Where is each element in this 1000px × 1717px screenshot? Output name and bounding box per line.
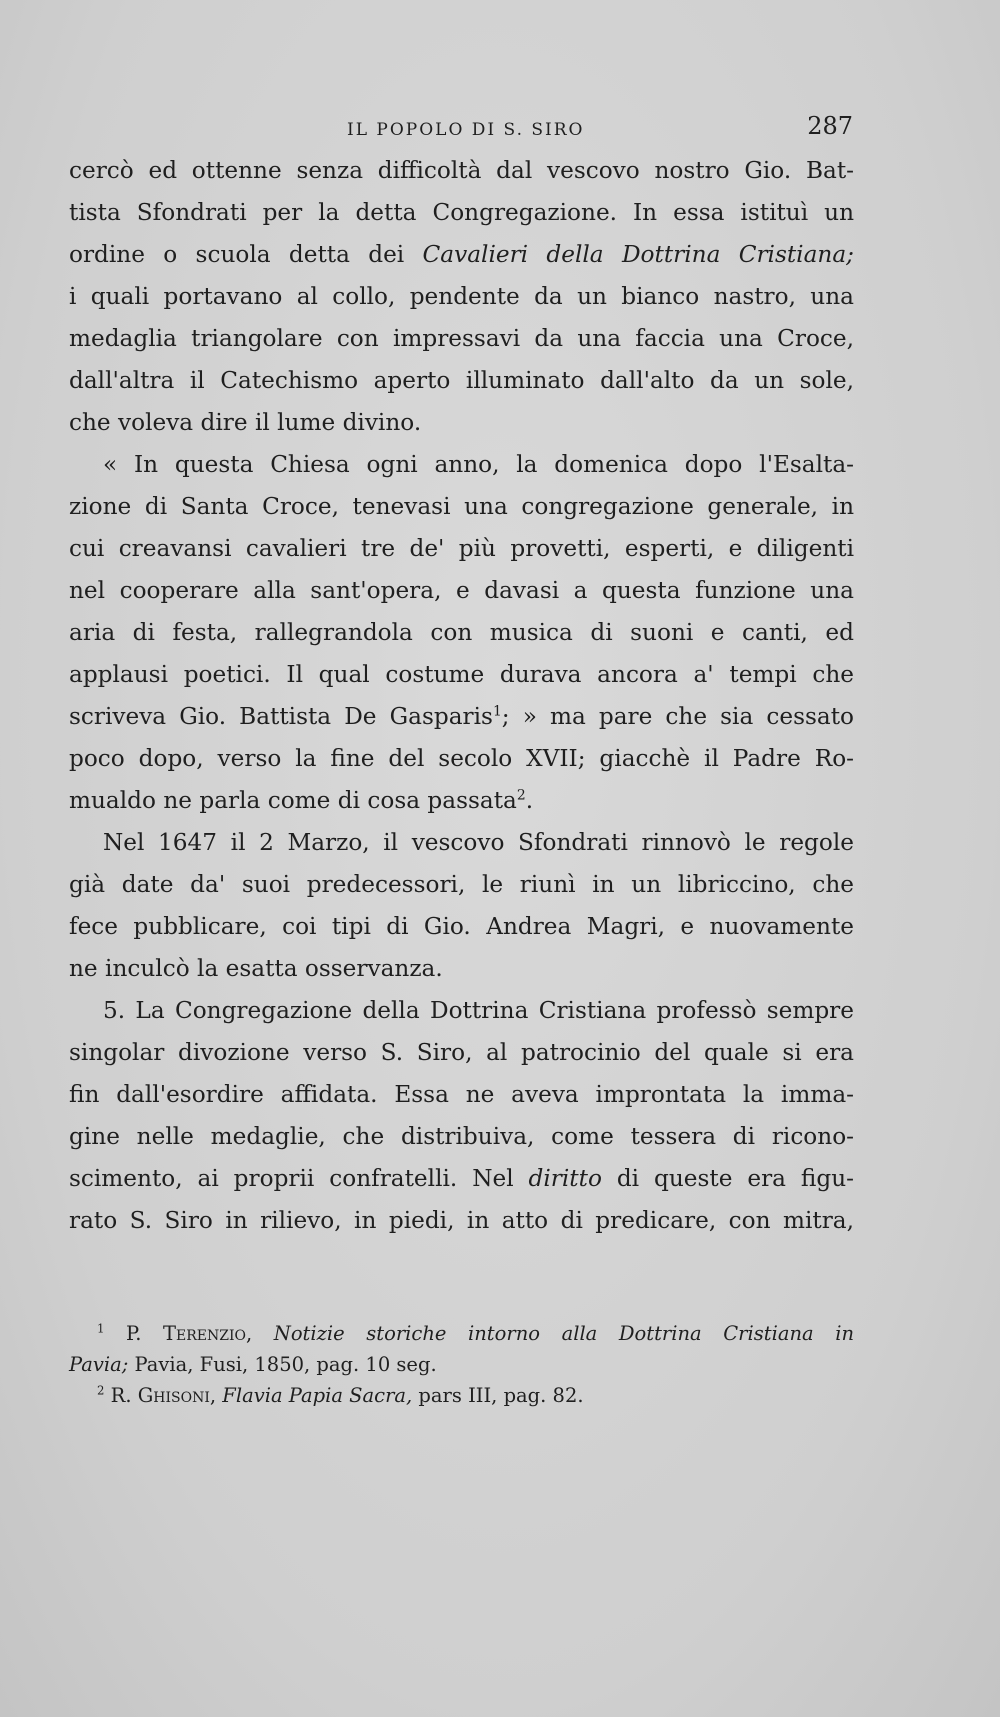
footnote-1 bbox=[69, 1318, 854, 1349]
text-line: dall'altra il Catechismo aperto illuminato dall'alto da un sole, bbox=[69, 367, 854, 394]
italic-word: diritto bbox=[528, 1165, 602, 1192]
text-line: nel cooperare alla sant'opera, e davasi a questa funzione una bbox=[69, 577, 854, 604]
text-line: fin dall'esordire affidata. Essa ne aveva improntata la imma- bbox=[69, 1081, 854, 1108]
text-line: tista Sfondrati per la detta Congregazione. In essa istituì un bbox=[69, 199, 854, 226]
text-span: scriveva Gio. Battista De Gasparis bbox=[69, 703, 493, 730]
footnote-ref: 2 bbox=[516, 787, 526, 804]
footnote-title: Flavia Papia Sacra, bbox=[222, 1384, 413, 1407]
text-line: ne inculcò la esatta osservanza. bbox=[69, 955, 443, 982]
text-line: gine nelle medaglie, che distribuiva, come tessera di ricono- bbox=[69, 1123, 854, 1150]
text-line: i quali portavano al collo, pendente da un bianco nastro, una bbox=[69, 283, 854, 310]
text-span: ordine o scuola detta dei bbox=[69, 241, 423, 268]
text-line: rato S. Siro in rilievo, in piedi, in atto di predicare, con mitra, bbox=[69, 1207, 854, 1234]
text-line: che voleva dire il lume divino. bbox=[69, 409, 422, 436]
text-line: « In questa Chiesa ogni anno, la domenica dopo l'Esalta- bbox=[103, 451, 854, 478]
footnote-rest: pars III, pag. 82. bbox=[412, 1384, 584, 1407]
text-line bbox=[69, 696, 854, 738]
text-line: 5. La Congregazione della Dottrina Cristiana professò sempre bbox=[103, 997, 854, 1024]
text-line bbox=[69, 780, 854, 822]
text-line bbox=[69, 1158, 854, 1200]
text-line: poco dopo, verso la fine del secolo XVII; giacchè il Padre Ro- bbox=[69, 745, 854, 772]
text-line: Nel 1647 il 2 Marzo, il vescovo Sfondrati rinnovò le regole bbox=[103, 829, 854, 856]
text-line: già date da' suoi predecessori, le riunì in un libriccino, che bbox=[69, 871, 854, 898]
text-line: cui creavansi cavalieri tre de' più provetti, esperti, e diligenti bbox=[69, 535, 854, 562]
footnotes bbox=[69, 1318, 854, 1411]
footnote-1-cont bbox=[69, 1349, 854, 1380]
text-span: . bbox=[525, 787, 534, 814]
footnote-title-cont: Pavia; bbox=[69, 1353, 129, 1376]
footnote-rest: Pavia, Fusi, 1850, pag. 10 seg. bbox=[128, 1353, 437, 1376]
footnote-2 bbox=[69, 1380, 854, 1411]
text-span: di queste era figu- bbox=[601, 1165, 854, 1192]
text-line: medaglia triangolare con impressavi da una faccia una Croce, bbox=[69, 325, 854, 352]
text-line: cercò ed ottenne senza difficoltà dal vescovo nostro Gio. Bat- bbox=[69, 157, 854, 184]
text-line: fece pubblicare, coi tipi di Gio. Andrea Magri, e nuovamente bbox=[69, 913, 854, 940]
text-line: zione di Santa Croce, tenevasi una congregazione generale, in bbox=[69, 493, 854, 520]
text-line: applausi poetici. Il qual costume durava ancora a' tempi che bbox=[69, 661, 854, 688]
text-line: singolar divozione verso S. Siro, al patrocinio del quale si era bbox=[69, 1039, 854, 1066]
text-span: ; » ma pare che sia cessato bbox=[501, 703, 854, 730]
running-head-title: IL POPOLO DI S. SIRO bbox=[347, 120, 585, 140]
footnote-mark: 1 bbox=[97, 1321, 105, 1336]
body-text bbox=[69, 150, 854, 1242]
footnote-author: P. Terenzio, bbox=[126, 1322, 274, 1345]
footnote-title: Notizie storiche intorno alla Dottrina Cristiana in bbox=[273, 1322, 855, 1345]
running-head bbox=[0, 112, 1000, 146]
text-span: mualdo ne parla come di cosa passata bbox=[69, 787, 517, 814]
text-line bbox=[69, 234, 854, 276]
footnote-ref: 1 bbox=[492, 703, 502, 720]
footnote-author: R. Ghisoni, bbox=[110, 1384, 223, 1407]
text-span: scimento, ai proprii confratelli. Nel bbox=[69, 1165, 529, 1192]
footnote-mark: 2 bbox=[97, 1383, 105, 1398]
italic-phrase: Cavalieri della Dottrina Cristiana; bbox=[422, 241, 854, 268]
text-line: aria di festa, rallegrandola con musica di suoni e canti, ed bbox=[69, 619, 854, 646]
page-number: 287 bbox=[807, 112, 853, 140]
